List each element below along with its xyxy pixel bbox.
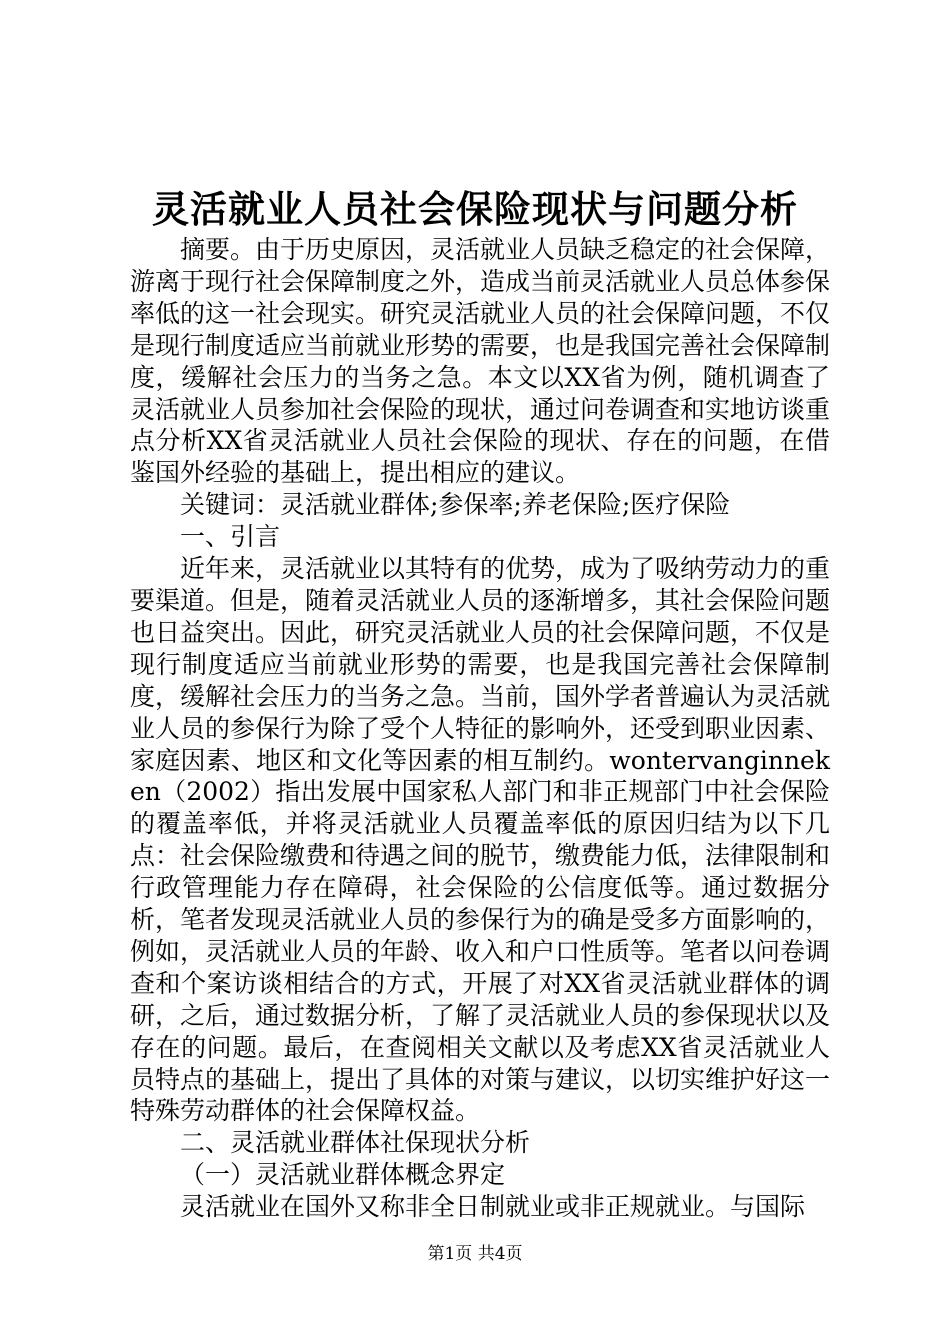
page-number-footer: 第1页 共4页 [427,1244,523,1264]
introduction-paragraph: 近年来，灵活就业以其特有的优势，成为了吸纳劳动力的重要渠道。但是，随着灵活就业人员的逐渐增多，其社会保险问题也日益突出。因此，研究灵活就业人员的社会保障问题，不仅是现行制度适应当前就业形势的需要，也是我国完善社会保障制度，缓解社会压力的当务之急。当前，国外学者普遍认为灵活就业人员的参保行为除了受个人特征的影响外，还受到职业因素、家庭因素、地区和文化等因素的相互制约。wontervanginneken（2002）指出发展中国家私人部门和非正规部门中社会保险的覆盖率低，并将灵活就业人员覆盖率低的原因归结为以下几点：社会保险缴费和待遇之间的脱节，缴费能力低，法律限制和行政管理能力存在障碍，社会保险的公信度低等。通过数据分析，笔者发现灵活就业人员的参保行为的确是受多方面影响的，例如，灵活就业人员的年龄、收入和户口性质等。笔者以问卷调查和个案访谈相结合的方式，开展了对XX省灵活就业群体的调研，之后，通过数据分析，了解了灵活就业人员的参保现状以及存在的问题。最后，在查阅相关文献以及考虑XX省灵活就业人员特点的基础上，提出了具体的对策与建议，以切实维护好这一特殊劳动群体的社会保障权益。 [130,554,831,1126]
document-title: 灵活就业人员社会保险现状与问题分析 [152,187,798,231]
section-heading-introduction: 一、引言 [180,522,281,552]
section-heading-analysis: 二、灵活就业群体社保现状分析 [180,1128,531,1158]
document-body [130,234,830,1223]
subsection-heading-definition: （一）灵活就业群体概念界定 [180,1160,506,1190]
keywords-paragraph: 关键词：灵活就业群体;参保率;养老保险;医疗保险 [180,490,731,520]
abstract-paragraph: 摘要。由于历史原因，灵活就业人员缺乏稳定的社会保障，游离于现行社会保障制度之外，造成当前灵活就业人员总体参保率低的这一社会现实。研究灵活就业人员的社会保障问题，不仅是现行制度适应当前就业形势的需要，也是我国完善社会保障制度，缓解社会压力的当务之急。本文以XX省为例，随机调查了灵活就业人员参加社会保险的现状，通过问卷调查和实地访谈重点分析XX省灵活就业人员社会保险的现状、存在的问题，在借鉴国外经验的基础上，提出相应的建议。 [130,235,831,488]
definition-paragraph: 灵活就业在国外又称非全日制就业或非正规就业。与国际 [180,1192,806,1222]
